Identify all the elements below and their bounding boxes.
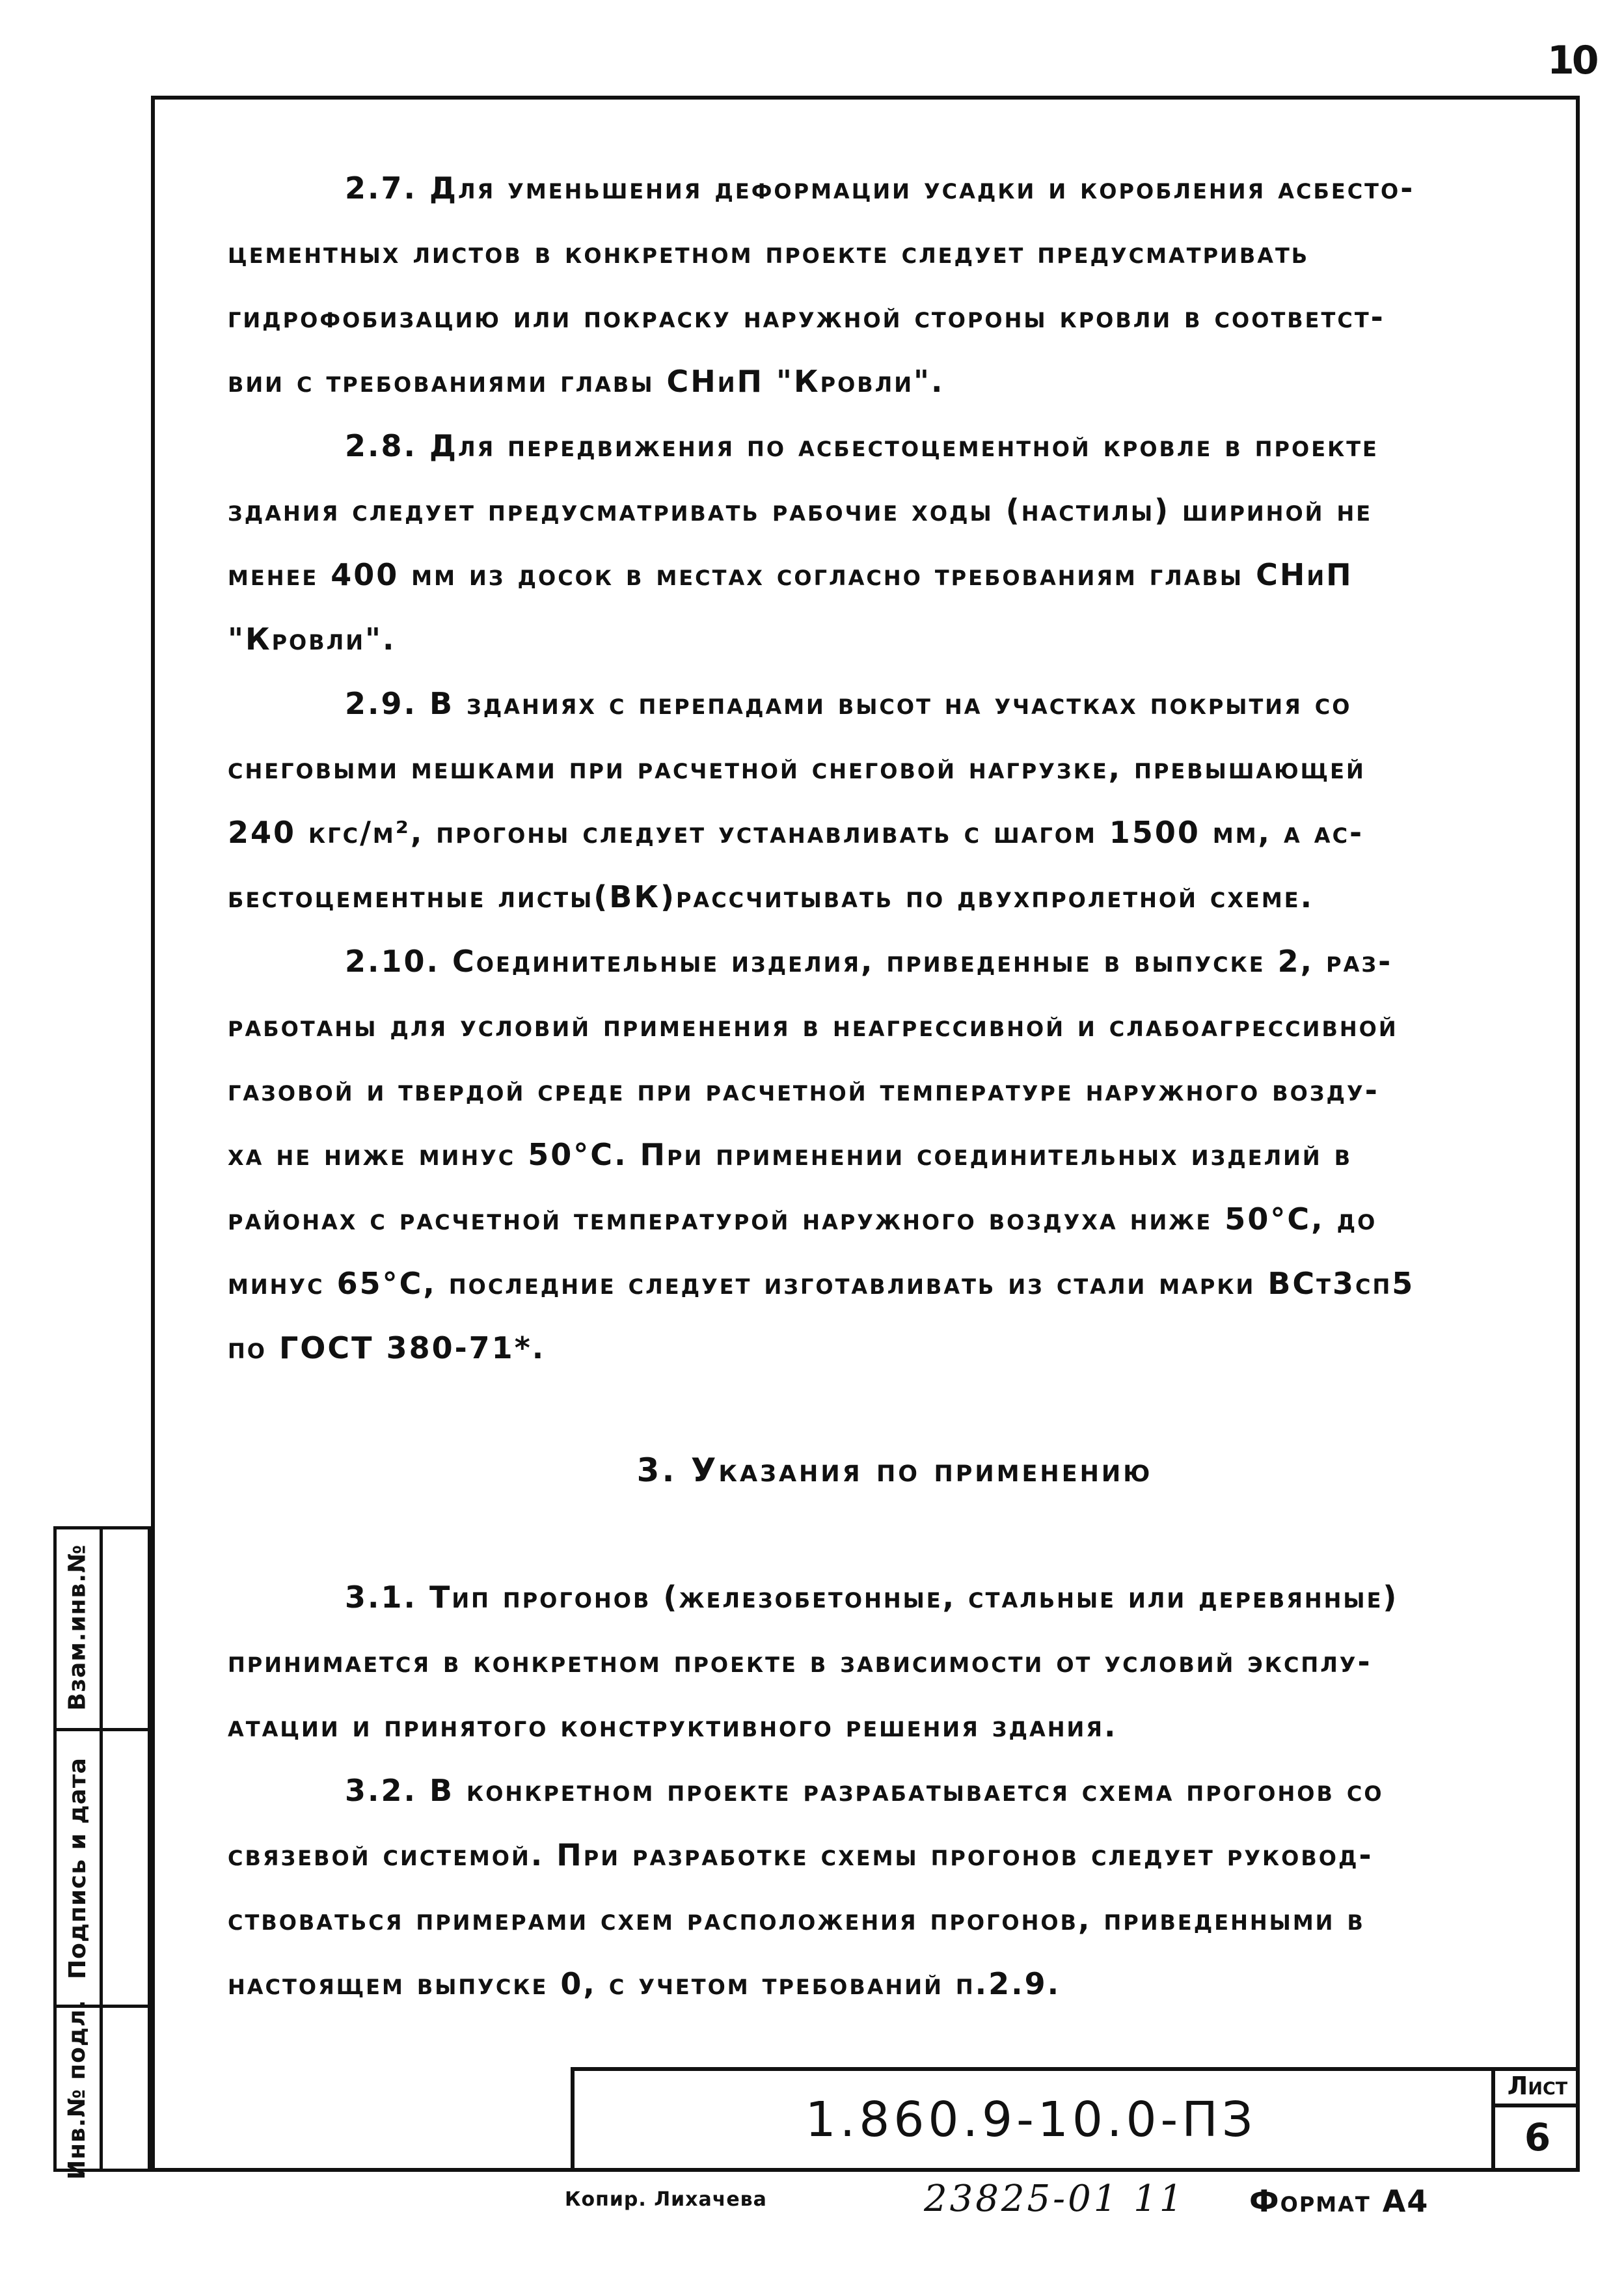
sheet-box: [1491, 2067, 1580, 2172]
paragraph-2-10-line: районах с расчетной температурой наружного воздуха ниже 50°С, до: [228, 1201, 1377, 1237]
paragraph-3-2-line: ствоваться примерами схем расположения прогонов, приведенными в: [228, 1902, 1365, 1937]
stamp-label-podpis-data: Подпись и дата: [64, 1757, 91, 1979]
paragraph-2-8-line: здания следует предусматривать рабочие ходы (настилы) шириной не: [228, 493, 1373, 528]
paragraph-2-7-line: цементных листов в конкретном проекте следует предусматривать: [228, 235, 1310, 270]
paragraph-2-10-line: минус 65°С, последние следует изготавливать из стали марки ВСт3сп5: [228, 1266, 1415, 1301]
paragraph-3-1-line: атации и принятого конструктивного решения здания.: [228, 1708, 1118, 1744]
section-3-heading: 3. Указания по применению: [636, 1451, 1153, 1489]
paragraph-2-7-line: гидрофобизацию или покраску наружной стороны кровли в соответст-: [228, 299, 1385, 335]
paragraph-3-1-line: принимается в конкретном проекте в зависимости от условий эксплу-: [228, 1644, 1372, 1679]
paragraph-2-9-line: 240 кгс/м², прогоны следует устанавливать с шагом 1500 мм, а ас-: [228, 815, 1364, 850]
paragraph-3-1-line: 3.1. Тип прогонов (железобетонные, стальные или деревянные): [345, 1580, 1399, 1615]
sheet-number: 6: [1524, 2115, 1551, 2159]
paragraph-2-10-line: по ГОСТ 380-71*.: [228, 1330, 546, 1365]
paragraph-2-10-line: ха не ниже минус 50°С. При применении соединительных изделий в: [228, 1137, 1353, 1172]
stamp-cell-inv-podl: [55, 1999, 100, 2180]
paragraph-2-9-line: снеговыми мешками при расчетной снеговой нагрузке, превышающей: [228, 750, 1366, 786]
paragraph-2-9-line: 2.9. В зданиях с перепадами высот на участках покрытия со: [345, 686, 1352, 721]
sheet-label: Лист: [1495, 2067, 1580, 2107]
side-stamp: [53, 1526, 151, 2180]
paragraph-2-8-line: менее 400 мм из досок в местах согласно требованиям главы СНиП: [228, 557, 1353, 592]
section-2-body: [228, 156, 1562, 1380]
paragraph-3-2-line: 3.2. В конкретном проекте разрабатывается схема прогонов со: [345, 1773, 1384, 1808]
paragraph-3-2-line: настоящем выпуске 0, с учетом требований п.2.9.: [228, 1966, 1061, 2001]
paragraph-3-2-line: связевой системой. При разработке схемы прогонов следует руковод-: [228, 1837, 1374, 1872]
stamp-cell-podpis-data: [55, 1731, 100, 2005]
paragraph-2-9-line: бестоцементные листы(ВК)рассчитывать по двухпролетной схеме.: [228, 879, 1314, 914]
order-number: 23825-01 11: [924, 2178, 1185, 2220]
page-number: 10: [1547, 38, 1597, 83]
paragraph-2-7-line: 2.7. Для уменьшения деформации усадки и коробления асбесто-: [345, 171, 1415, 206]
paragraph-2-7-line: вии с требованиями главы СНиП "Кровли".: [228, 364, 945, 399]
stamp-value-column: [100, 1526, 151, 2172]
paragraph-2-8-line: 2.8. Для передвижения по асбестоцементной кровле в проекте: [345, 428, 1379, 463]
paragraph-2-10-line: газовой и твердой среде при расчетной температуре наружного возду-: [228, 1073, 1379, 1108]
stamp-label-vzam-inv: Взам.инв.№: [64, 1544, 91, 1710]
stamp-label-inv-podl: Инв.№ подл.: [64, 1999, 91, 2180]
stamp-cell-vzam-inv: [55, 1526, 100, 1728]
paragraph-2-10-line: 2.10. Соединительные изделия, приведенные в выпуске 2, раз-: [345, 944, 1393, 979]
paragraph-2-10-line: работаны для условий применения в неагрессивной и слабоагрессивной: [228, 1008, 1398, 1043]
paragraph-2-8-line: "Кровли".: [228, 622, 396, 657]
paper-format: Формат А4: [1249, 2184, 1429, 2219]
copied-by: Копир. Лихачева: [565, 2188, 767, 2211]
document-code: 1.860.9-10.0-ПЗ: [805, 2091, 1257, 2148]
section-3-body: [228, 1565, 1562, 2016]
